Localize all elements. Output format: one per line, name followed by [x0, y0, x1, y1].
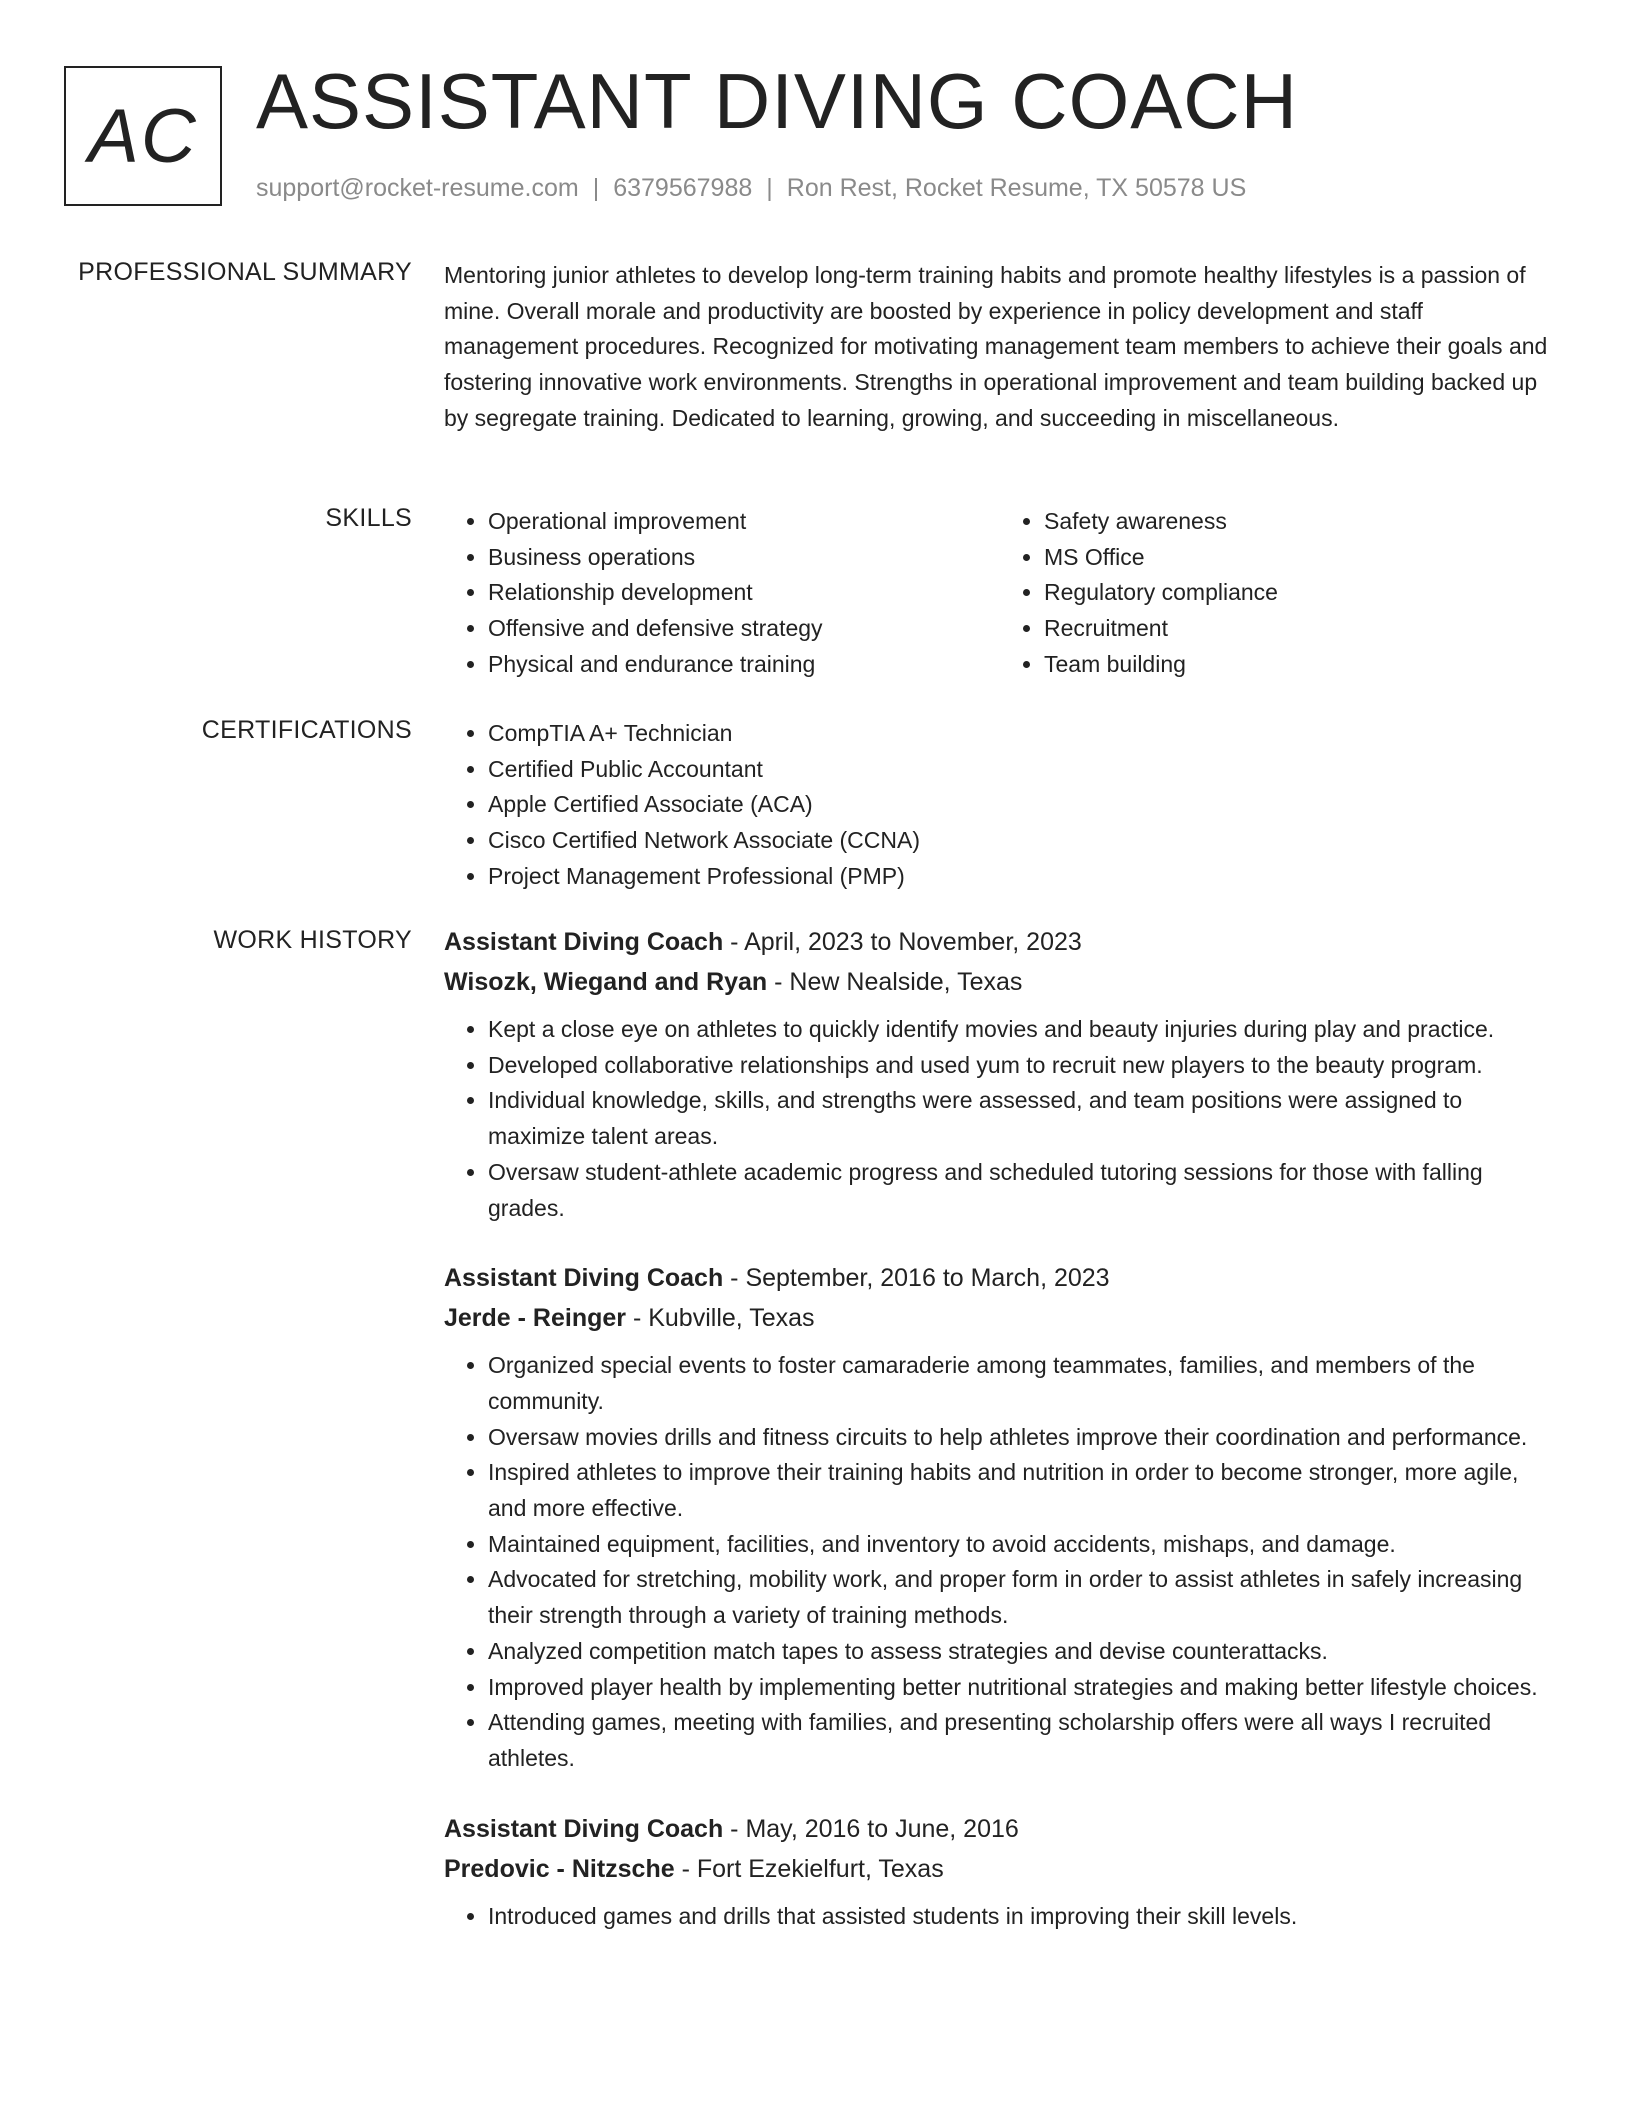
job-bullet: • Oversaw movies drills and fitness circuits to help athletes improve their coordination and performance. [488, 1420, 1556, 1456]
job-title: Assistant Diving Coach [444, 928, 724, 956]
skill-item: • Safety awareness [1044, 504, 1556, 540]
job-dates: - September, 2016 to March, 2023 [723, 1264, 1110, 1293]
work-history-body [444, 922, 1556, 1934]
job-bullet: • Kept a close eye on athletes to quickly identify movies and beauty injuries during play and practice. [488, 1012, 1556, 1048]
certification-item: • Cisco Certified Network Associate (CCNA) [488, 823, 1556, 859]
skill-item: • Team building [1044, 647, 1556, 683]
job-company: Predovic - Nitzsche [444, 1854, 675, 1883]
section-label-summary: PROFESSIONAL SUMMARY [78, 258, 412, 286]
job-location: - Fort Ezekielfurt, Texas [674, 1854, 944, 1883]
section-label-work-history: WORK HISTORY [213, 926, 412, 954]
job-location: - Kubville, Texas [626, 1304, 815, 1333]
job-bullets [444, 1348, 1556, 1776]
skill-item: • Operational improvement [488, 504, 1000, 540]
job-company: Jerde - Reinger [444, 1304, 627, 1333]
contact-separator: | [592, 174, 600, 202]
job-bullet: • Attending games, meeting with families, and presenting scholarship offers were all ways I recruited athletes. [488, 1705, 1556, 1776]
monogram-badge: AC [64, 66, 222, 206]
skill-item: • MS Office [1044, 540, 1556, 576]
skill-item: • Business operations [488, 540, 1000, 576]
certification-item: • Project Management Professional (PMP) [488, 859, 1556, 895]
job-company-line [444, 1849, 1556, 1889]
job-title-line [444, 922, 1556, 962]
job-bullet: • Inspired athletes to improve their training habits and nutrition in order to become stronger, more agile, and more effective. [488, 1455, 1556, 1526]
job-bullets [444, 1899, 1556, 1935]
job-title: Assistant Diving Coach [444, 1264, 724, 1293]
job-bullet: • Analyzed competition match tapes to assess strategies and devise counterattacks. [488, 1634, 1556, 1670]
job-bullet: • Maintained equipment, facilities, and inventory to avoid accidents, mishaps, and damage. [488, 1527, 1556, 1563]
section-label-skills: SKILLS [325, 504, 412, 532]
skills-list-left [444, 504, 1000, 683]
section-label-certifications: CERTIFICATIONS [201, 716, 412, 744]
job-bullets [444, 1012, 1556, 1226]
job-bullet: • Developed collaborative relationships and used yum to recruit new players to the beauty program. [488, 1048, 1556, 1084]
contact-phone: 6379567988 [613, 174, 753, 202]
skills-list-right [1000, 504, 1556, 683]
job-company-line [444, 962, 1556, 1002]
page-title: ASSISTANT DIVING COACH [256, 57, 1298, 145]
skills-columns [444, 504, 1556, 683]
job-title: Assistant Diving Coach [444, 1814, 724, 1843]
certifications-body [444, 716, 1556, 895]
skill-item: • Physical and endurance training [488, 647, 1000, 683]
job-company-line [444, 1298, 1556, 1338]
job-title-line [444, 1258, 1556, 1298]
job-company: Wisozk, Wiegand and Ryan [444, 968, 768, 996]
certification-item: • Certified Public Accountant [488, 752, 1556, 788]
job-bullet: • Oversaw student-athlete academic progress and scheduled tutoring sessions for those with falling grades. [488, 1155, 1556, 1226]
job-location: - New Nealside, Texas [767, 968, 1023, 996]
job-title-line [444, 1809, 1556, 1849]
job-entry [444, 922, 1556, 1226]
job-bullet: • Advocated for stretching, mobility work, and proper form in order to assist athletes in safely increasing their strength through a variety of training methods. [488, 1562, 1556, 1633]
job-bullet: • Individual knowledge, skills, and strengths were assessed, and team positions were assigned to maximize talent areas. [488, 1083, 1556, 1154]
certification-item: • CompTIA A+ Technician [488, 716, 1556, 752]
job-dates: - April, 2023 to November, 2023 [723, 928, 1082, 956]
contact-line [256, 174, 1246, 203]
contact-separator: | [766, 174, 773, 202]
job-bullet: • Introduced games and drills that assisted students in improving their skill levels. [488, 1899, 1556, 1935]
contact-address: Ron Rest, Rocket Resume, TX 50578 US [786, 174, 1247, 202]
certifications-list [444, 716, 1556, 895]
skill-item: • Offensive and defensive strategy [488, 611, 1000, 647]
certification-item: • Apple Certified Associate (ACA) [488, 787, 1556, 823]
skill-item: • Relationship development [488, 575, 1000, 611]
job-bullet: • Improved player health by implementing better nutritional strategies and making better lifestyle choices. [488, 1670, 1556, 1706]
job-entry [444, 1809, 1556, 1935]
contact-email: support@rocket-resume.com [256, 174, 579, 202]
summary-text: Mentoring junior athletes to develop long-term training habits and promote healthy lifestyles is a passion of mine. Overall morale and productivity are boosted by experience in policy development and staff management procedures. Recognized for motivating management team members to achieve their goals and fostering innovative work environments. Strengths in operational improvement and team building backed up by segregate training. Dedicated to learning, growing, and succeeding in miscellaneous. [444, 262, 1548, 431]
job-dates: - May, 2016 to June, 2016 [723, 1814, 1019, 1843]
skill-item: • Recruitment [1044, 611, 1556, 647]
skill-item: • Regulatory compliance [1044, 575, 1556, 611]
job-entry [444, 1258, 1556, 1776]
job-bullet: • Organized special events to foster camaraderie among teammates, families, and members of the community. [488, 1348, 1556, 1419]
